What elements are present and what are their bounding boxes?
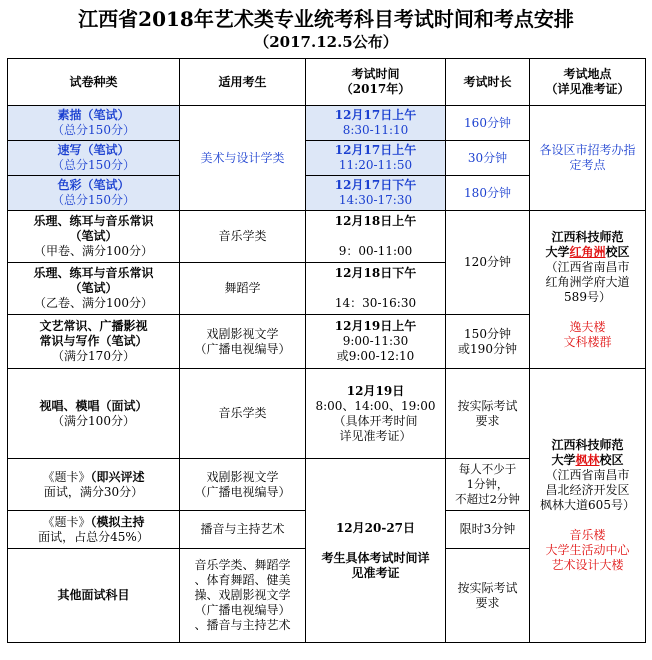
- exam-shichang: 视唱、模唱（面试） （满分100分）: [8, 369, 180, 459]
- duration-yueli: 120分钟: [446, 211, 530, 315]
- exam-tika-1: 《题卡》（即兴评述 面试，满分30分）: [8, 459, 180, 511]
- exam-secai: 色彩（笔试） （总分150分）: [8, 176, 180, 211]
- duration-other: 按实际考试 要求: [446, 549, 530, 643]
- candidates-tika-2: 播音与主持艺术: [180, 511, 306, 549]
- candidates-wenyi: 戏剧影视文学 （广播电视编导）: [180, 315, 306, 369]
- page-title: 江西省2018年艺术类专业统考科目考试时间和考点安排: [78, 7, 574, 31]
- header-location: 考试地点 （详见准考证）: [530, 59, 646, 106]
- duration-suxie: 30分钟: [446, 141, 530, 176]
- duration-secai: 180分钟: [446, 176, 530, 211]
- location-fenglin: 江西科技师范 大学枫林校区 （江西省南昌市 昌北经济开发区 枫林大道605号） 音乐楼 大学生活动中心 艺术设计大楼: [530, 369, 646, 643]
- page-subtitle: （2017.12.5公布）: [254, 33, 398, 51]
- time-shichang: 12月19日 8:00、14:00、19:00 （具体开考时间 详见准考证）: [306, 369, 446, 459]
- time-secai: 12月17日下午 14:30-17:30: [306, 176, 446, 211]
- time-yueli-b: 12月18日下午 14：30-16:30: [306, 263, 446, 315]
- time-sumiao: 12月17日上午 8:30-11:10: [306, 106, 446, 141]
- duration-wenyi: 150分钟 或190分钟: [446, 315, 530, 369]
- candidates-yueli-a: 音乐学类: [180, 211, 306, 263]
- time-yueli-a: 12月18日上午 9：00-11:00: [306, 211, 446, 263]
- exam-yueli-a: 乐理、练耳与音乐常识 （笔试） （甲卷、满分100分）: [8, 211, 180, 263]
- duration-tika-1: 每人不少于 1分钟， 不超过2分钟: [446, 459, 530, 511]
- table-row: [8, 106, 646, 141]
- exam-sumiao: 素描（笔试） （总分150分）: [8, 106, 180, 141]
- exam-other: 其他面试科目: [8, 549, 180, 643]
- table-row: [8, 211, 646, 263]
- header-row: [8, 59, 646, 106]
- duration-shichang: 按实际考试 要求: [446, 369, 530, 459]
- exam-tika-2: 《题卡》（模拟主持 面试，占总分45%）: [8, 511, 180, 549]
- location-honggjiaozhou: 江西科技师范 大学红角洲校区 （江西省南昌市 红角洲学府大道 589号） 逸夫楼 文科楼群: [530, 211, 646, 369]
- header-duration: 考试时长: [446, 59, 530, 106]
- exam-wenyi: 文艺常识、广播影视 常识与写作（笔试） （满分170分）: [8, 315, 180, 369]
- candidates-yueli-b: 舞蹈学: [180, 263, 306, 315]
- header-type: 试卷种类: [8, 59, 180, 106]
- table-row: [8, 369, 646, 459]
- exam-yueli-b: 乐理、练耳与音乐常识 （笔试） （乙卷、满分100分）: [8, 263, 180, 315]
- time-late-exams: 12月20-27日 考生具体考试时间详 见准考证: [306, 459, 446, 643]
- art-location: 各设区市招考办指定考点: [530, 106, 646, 211]
- candidates-shichang: 音乐学类: [180, 369, 306, 459]
- candidates-tika-1: 戏剧影视文学 （广播电视编导）: [180, 459, 306, 511]
- time-suxie: 12月17日上午 11:20-11:50: [306, 141, 446, 176]
- time-wenyi: 12月19日上午 9:00-11:30 或9:00-12:10: [306, 315, 446, 369]
- candidates-other: 音乐学类、舞蹈学 、体育舞蹈、健美 操、戏剧影视文学 （广播电视编导） 、播音与主持艺术: [180, 549, 306, 643]
- art-candidates: 美术与设计学类: [180, 106, 306, 211]
- header-time: 考试时间 （2017年）: [306, 59, 446, 106]
- duration-sumiao: 160分钟: [446, 106, 530, 141]
- header-candidates: 适用考生: [180, 59, 306, 106]
- exam-suxie: 速写（笔试） （总分150分）: [8, 141, 180, 176]
- schedule-table: [7, 58, 646, 643]
- duration-tika-2: 限时3分钟: [446, 511, 530, 549]
